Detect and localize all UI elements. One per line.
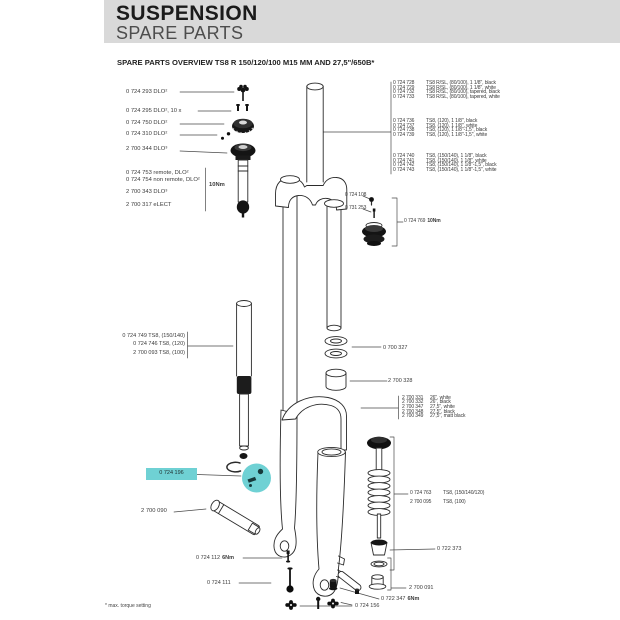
lower-legs: [274, 397, 347, 596]
part-number: 0 724 738: [393, 127, 415, 134]
star-flange-nut: [327, 599, 338, 609]
part-number: 2 700 349: [402, 413, 424, 420]
page-subtitle: SPARE PARTS: [116, 23, 244, 43]
footnote: * max. torque setting: [105, 603, 151, 609]
part-desc: TS8 R/SL, (80/100), tapered, white: [426, 94, 500, 101]
part-label: [196, 555, 234, 561]
part-desc: TS8, (120), 1 1/8", black: [426, 118, 478, 124]
part-label: 0 731 253: [345, 204, 367, 211]
part-number: 2 700 095: [410, 498, 432, 505]
part-label: 0 724 293 DLO²: [126, 88, 168, 95]
part-number: 0 724 728: [393, 80, 415, 86]
part-number: 0 722 347: [381, 595, 406, 602]
part-desc: 27,5", matt black: [430, 413, 466, 420]
part-desc: TS8, (120), 1 1/8"-1,5", black: [426, 127, 488, 134]
part-label: 0 724 310 DLO²: [126, 131, 168, 137]
part-number: 2 700 332: [402, 399, 424, 406]
part-number: 0 724 743: [393, 167, 415, 174]
part-label: 2 700 343 DLO³: [126, 189, 168, 195]
page-title: SUSPENSION: [116, 2, 258, 25]
part-number: 0 724 729: [393, 84, 415, 91]
highlighted-part-label: 0 724 196: [146, 468, 197, 480]
part-label: 0 724 108: [345, 191, 367, 198]
part-desc: TS8, (150/140), 1 1/8"-1,5", white: [426, 167, 497, 174]
steerer-tube: [307, 83, 323, 90]
part-number: 0 724 741: [393, 157, 415, 164]
part-number: 0 724 736: [393, 118, 415, 124]
torque-label: 6Nm: [222, 554, 234, 561]
part-label: [404, 219, 441, 225]
part-number: 0 724 740: [393, 153, 415, 159]
snap-ring: [227, 462, 241, 472]
part-label: 0 700 327: [383, 344, 408, 351]
torque-label: 10Nm: [209, 181, 225, 188]
torque-label: 6Nm: [407, 595, 420, 602]
seal-rings: [325, 337, 347, 391]
part-desc: TS8 R/SL, (80/100), tapered, black: [426, 89, 500, 96]
star-flange-nut: [285, 600, 296, 610]
part-label: 0 724 156: [355, 602, 380, 609]
fork-body: [274, 83, 347, 596]
part-number: 0 724 732: [393, 89, 415, 96]
part-desc: 27,5", white: [430, 403, 455, 410]
part-label: 0 724 111: [207, 579, 231, 586]
stanchion-inner-tube: [237, 301, 252, 460]
part-desc: TS8, (150/140), 1 1/8"-1,5", black: [426, 162, 497, 169]
thru-axle: [209, 499, 262, 537]
part-label: 0 724 754 non remote, DLO²: [126, 177, 200, 183]
part-label: 0 724 295 DLO², 10 x: [126, 107, 182, 114]
steerer-options-120: [393, 119, 487, 138]
spring-assembly: [367, 437, 391, 589]
damper-cartridge: [237, 160, 249, 218]
part-desc: TS8 R/SL, (80/100), 1 1/8", black: [426, 80, 496, 86]
part-number: 0 724 112: [196, 554, 221, 561]
part-desc: 27,5", black: [430, 408, 455, 415]
part-label: [381, 596, 419, 602]
part-label: 0 724 753 remote, DLO²: [126, 169, 189, 176]
small-bolts: [236, 104, 248, 111]
lowers-color-options: [402, 396, 465, 419]
part-desc: TS8, (120), 1 1/8", white: [426, 122, 478, 129]
part-label: 2 700 093 TS8, (100): [133, 349, 185, 356]
part-number: 2 700 348: [402, 408, 424, 415]
part-desc: TS8, (120), 1 1/8"-1,5", white: [426, 132, 488, 139]
part-desc: TS8, (100): [443, 498, 466, 505]
top-cap: [231, 144, 256, 161]
top-cap-exploded-parts: [221, 85, 256, 218]
left-stanchion: [283, 183, 297, 418]
tiny-screw: [227, 132, 230, 135]
part-desc: TS8 R/SL, (80/100), 1 1/8", white: [426, 84, 496, 91]
part-label: 2 700 091: [409, 584, 434, 591]
torque-label: 10Nm: [427, 217, 441, 224]
highlight-circle: [242, 464, 271, 493]
right-stanchion: [327, 205, 341, 328]
part-desc: 26", black: [430, 399, 451, 406]
part-label: 0 724 750 DLO²: [126, 120, 168, 126]
part-label: 0 724 749 TS8, (150/140): [122, 332, 185, 339]
part-desc: TS8, (150/140), 1 1/8", white: [426, 157, 487, 164]
part-number: 0 724 769: [404, 217, 426, 224]
part-desc: TS8, (150/140/120): [443, 490, 485, 496]
star-nut: [237, 85, 249, 101]
steerer-options-150-140: [393, 154, 496, 173]
part-label: 0 724 746 TS8, (120): [133, 341, 185, 347]
part-desc: TS8, (150/140), 1 1/8", black: [426, 153, 487, 159]
part-label: 2 700 090: [141, 508, 167, 514]
part-number: 0 724 763: [410, 490, 432, 496]
part-number: 0 724 737: [393, 122, 415, 129]
tiny-screw: [221, 137, 224, 140]
part-number: 0 724 733: [393, 94, 415, 101]
part-number: 2 700 331: [402, 394, 424, 401]
part-label: 2 700 344 DLO³: [126, 146, 168, 152]
part-label: 2 700 328: [388, 377, 413, 384]
part-label: 2 700 317 eLECT: [126, 201, 172, 208]
spring-options: [410, 489, 484, 506]
adjuster-dial: [232, 119, 254, 134]
part-label: 0 722 373: [437, 545, 462, 552]
overview-title: SPARE PARTS OVERVIEW TS8 R 150/120/100 M15 MM AND 27,5"/650B*: [117, 58, 375, 67]
steerer-options-80-100: [393, 81, 500, 100]
axle-rod: [337, 570, 362, 592]
part-number: 0 724 742: [393, 162, 415, 169]
part-number: 0 724 739: [393, 132, 415, 139]
part-number: 2 700 347: [402, 403, 424, 410]
part-desc: 26", white: [430, 394, 451, 401]
